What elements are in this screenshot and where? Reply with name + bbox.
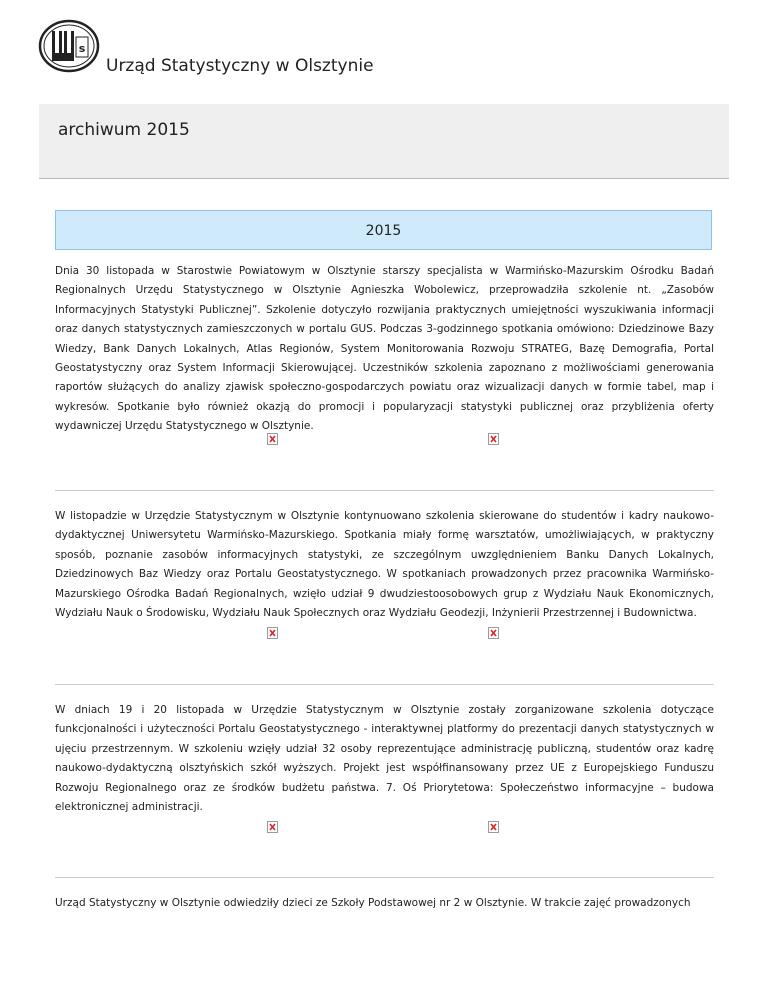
archive-title: archiwum 2015 [58, 120, 190, 140]
broken-image-icon[interactable] [488, 627, 499, 639]
broken-image-icon[interactable] [267, 627, 278, 639]
year-heading: 2015 [55, 210, 712, 250]
article-images [55, 821, 714, 835]
broken-image-icon[interactable] [488, 821, 499, 833]
ustat-logo[interactable] [38, 19, 100, 73]
article-text: Urząd Statystyczny w Olsztynie odwiedziły dzieci ze Szkoły Podstawowej nr 2 w Olsztynie. W trakcie zajęć prowadzonych [55, 897, 691, 909]
article-text: Dnia 30 listopada w Starostwie Powiatowym w Olsztynie starszy specjalista w Warmińsko-Mazurskim Ośrodku Badań Regionalnych Urzędu Statystycznego w Olsztynie Agnieszka Wobolewicz, przeprowadziła szkolenie nt. „Zasobów Informacyjnych Statystyki Publicznej”. Szkolenie dotyczyło rozwijania praktycznych umiejętności wyszukiwania informacji oraz danych statystycznych zamieszczonych w portalu GUS. Podczas 3-godzinnego spotkania omówiono: Dziedzinowe Bazy Wiedzy, Bank Danych Lokalnych, Atlas Regionów, System Monitorowania Rozwoju STRATEG, Bazę Demografia, Portal Geostatystyczny oraz System Informacji Skierowującej. Uczestników szkolenia zapoznano z możliwościami generowania raportów służących do analizy zjawisk społeczno-gospodarczych powiatu oraz wizualizacji danych w formie tabel, map i wykresów. Spotkanie było również okazją do promocji i popularyzacji statystyki publicznej oraz przybliżenia oferty wydawniczej Urzędu Statystycznego w Olsztynie. [55, 265, 714, 433]
article-images [55, 627, 714, 641]
article-text: W listopadzie w Urzędzie Statystycznym w Olsztynie kontynuowano szkolenia skierowane do studentów i kadry naukowo-dydaktycznej Uniwersytetu Warmińsko-Mazurskiego. Spotkania miały formę warsztatów, umożliwiających, w praktyczny sposób, poznanie zasobów informacyjnych statystyki, ze szczególnym uwzględnieniem Banku Danych Lokalnych, Dziedzinowych Baz Wiedzy oraz Portalu Geostatystycznego. W spotkaniach prowadzonych przez pracownika Warmińsko-Mazurskiego Ośrodka Badań Regionalnych, wzięło udział 9 dwudziestoosobowych grup z Wydziału Nauk Ekonomicznych, Wydziału Nauk o Środowisku, Wydziału Nauk Społecznych oraz Wydziału Geodezji, Inżynierii Przestrzennej i Budownictwa. [55, 510, 714, 620]
article-text: W dniach 19 i 20 listopada w Urzędzie Statystycznym w Olsztynie zostały zorganizowane szkolenia dotyczące funkcjonalności i użyteczności Portalu Geostatystycznego - interaktywnej platformy do prezentacji danych statystycznych w ujęciu przestrzennym. W szkoleniu wzięły udział 32 osoby reprezentujące administrację publiczną, studentów oraz kadrę naukowo-dydaktyczną olsztyńskich szkół wyższych. Projekt jest współfinansowany przez UE z Europejskiego Funduszu Rozwoju Regionalnego oraz ze środków budżetu państwa. 7. Oś Priorytetowa: Społeczeństwo informacyjne – budowa elektronicznej administracji. [55, 704, 714, 814]
broken-image-icon[interactable] [267, 821, 278, 833]
svg-text:s: s [78, 42, 86, 55]
broken-image-icon[interactable] [267, 433, 278, 445]
archive-header [39, 104, 729, 179]
broken-image-icon[interactable] [488, 433, 499, 445]
divider [55, 877, 714, 878]
divider [55, 684, 714, 685]
site-title[interactable]: Urząd Statystyczny w Olsztynie [106, 56, 374, 76]
article-images [55, 433, 714, 447]
divider [55, 490, 714, 491]
